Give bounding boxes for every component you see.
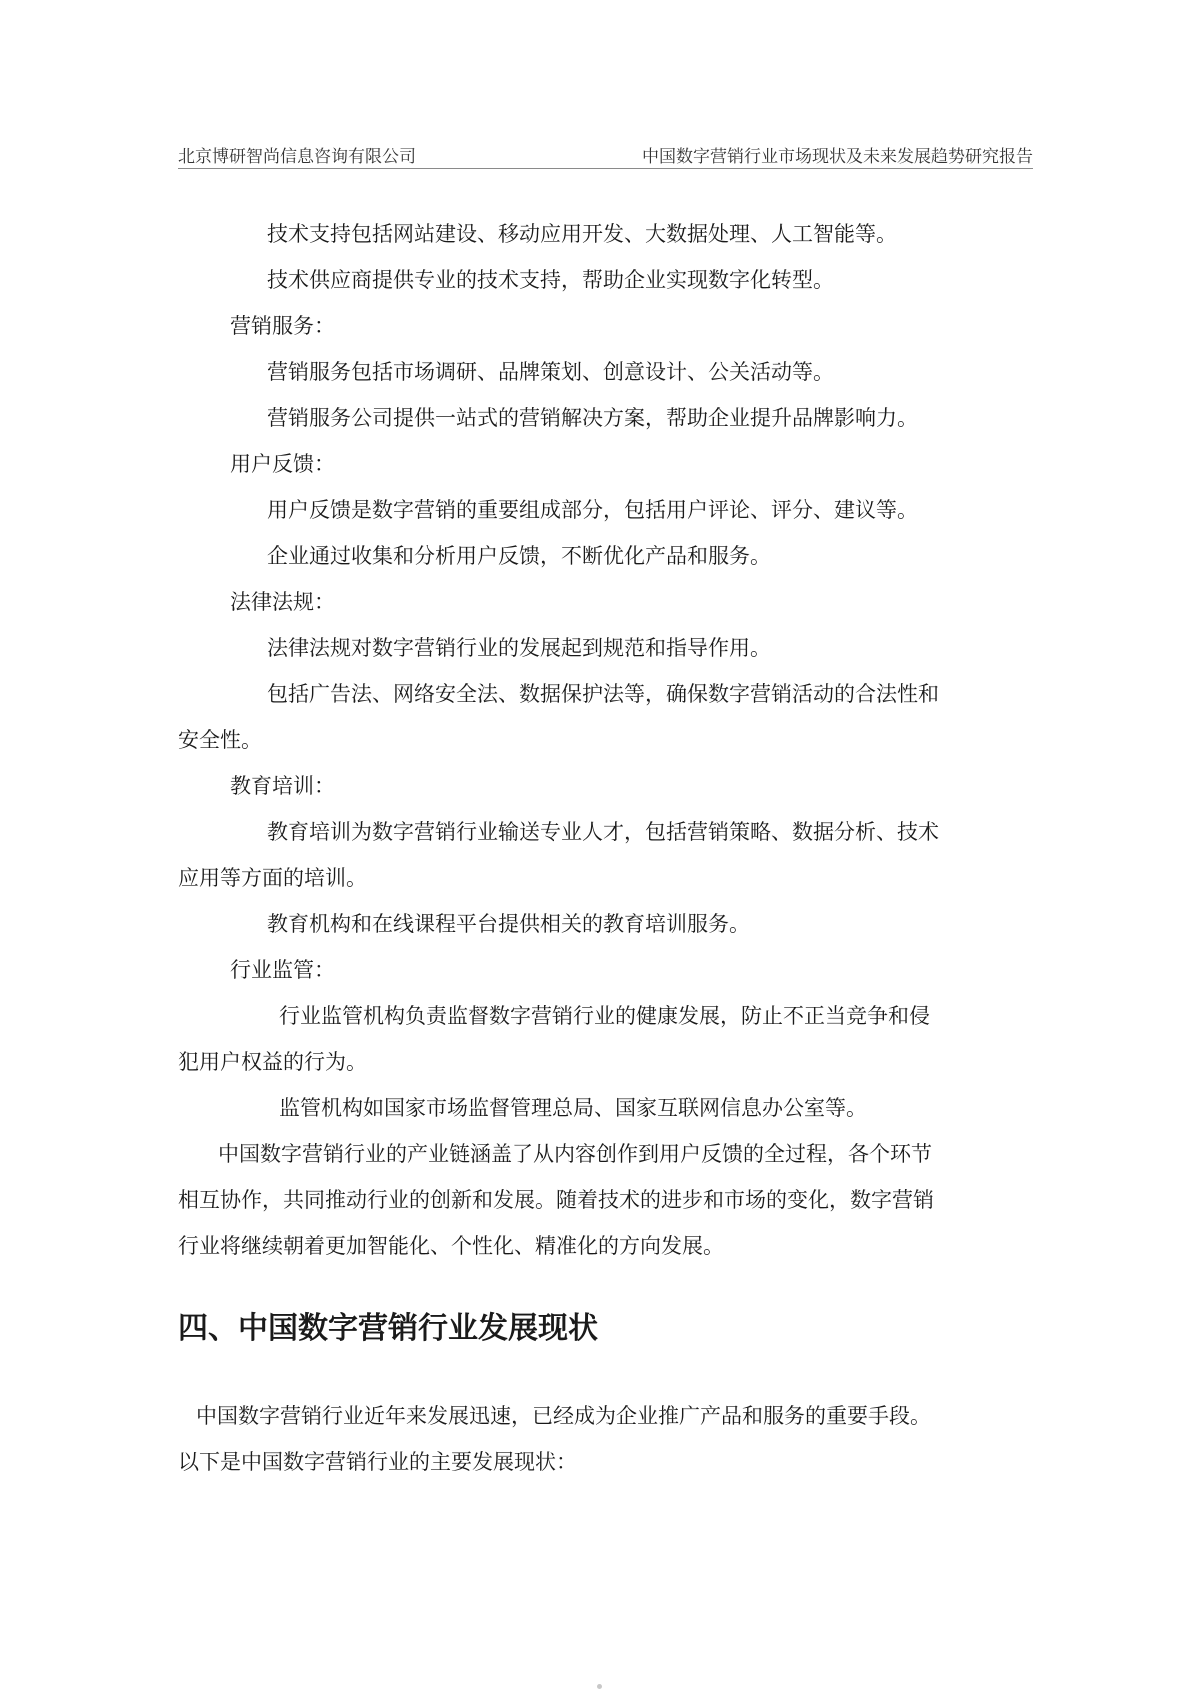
paragraph-user-feedback-2: 企业通过收集和分析用户反馈，不断优化产品和服务。: [267, 544, 771, 568]
paragraph-section-intro-2: 以下是中国数字营销行业的主要发展现状：: [178, 1450, 577, 1474]
page-header: [178, 142, 1033, 169]
paragraph-law-2-continued: 安全性。: [178, 728, 262, 752]
paragraph-tech-support-2: 技术供应商提供专业的技术支持，帮助企业实现数字化转型。: [267, 268, 834, 292]
paragraph-marketing-services-2: 营销服务公司提供一站式的营销解决方案，帮助企业提升品牌影响力。: [267, 406, 918, 430]
paragraph-education-1: 教育培训为数字营销行业输送专业人才，包括营销策略、数据分析、技术: [267, 820, 939, 844]
paragraph-summary-1: 中国数字营销行业的产业链涵盖了从内容创作到用户反馈的全过程，各个环节: [218, 1142, 932, 1166]
paragraph-law-2: 包括广告法、网络安全法、数据保护法等，确保数字营销活动的合法性和: [267, 682, 939, 706]
paragraph-summary-3: 行业将继续朝着更加智能化、个性化、精准化的方向发展。: [178, 1234, 724, 1258]
paragraph-section-intro-1: 中国数字营销行业近年来发展迅速，已经成为企业推广产品和服务的重要手段。: [196, 1404, 931, 1428]
paragraph-regulation-1: 行业监管机构负责监督数字营销行业的健康发展，防止不正当竞争和侵: [279, 1004, 930, 1028]
heading-user-feedback: 用户反馈：: [230, 452, 335, 476]
heading-regulation: 行业监管：: [230, 958, 335, 982]
heading-law: 法律法规：: [230, 590, 335, 614]
paragraph-regulation-2: 监管机构如国家市场监督管理总局、国家互联网信息办公室等。: [279, 1096, 867, 1120]
heading-marketing-services: 营销服务：: [230, 314, 335, 338]
paragraph-tech-support-1: 技术支持包括网站建设、移动应用开发、大数据处理、人工智能等。: [267, 222, 897, 246]
paragraph-summary-2: 相互协作，共同推动行业的创新和发展。随着技术的进步和市场的变化，数字营销: [178, 1188, 934, 1212]
section-title: 四、中国数字营销行业发展现状: [178, 1311, 598, 1346]
document-body: [178, 211, 1030, 1485]
paragraph-marketing-services-1: 营销服务包括市场调研、品牌策划、创意设计、公关活动等。: [267, 360, 834, 384]
heading-education: 教育培训：: [230, 774, 335, 798]
page-footer-dot: [597, 1684, 602, 1689]
paragraph-user-feedback-1: 用户反馈是数字营销的重要组成部分，包括用户评论、评分、建议等。: [267, 498, 918, 522]
paragraph-education-1-continued: 应用等方面的培训。: [178, 866, 367, 890]
paragraph-law-1: 法律法规对数字营销行业的发展起到规范和指导作用。: [267, 636, 771, 660]
header-report-title: 中国数字营销行业市场现状及未来发展趋势研究报告: [642, 147, 1033, 167]
header-company-name: 北京博研智尚信息咨询有限公司: [178, 147, 416, 167]
paragraph-regulation-1-continued: 犯用户权益的行为。: [178, 1050, 367, 1074]
paragraph-education-2: 教育机构和在线课程平台提供相关的教育培训服务。: [267, 912, 750, 936]
